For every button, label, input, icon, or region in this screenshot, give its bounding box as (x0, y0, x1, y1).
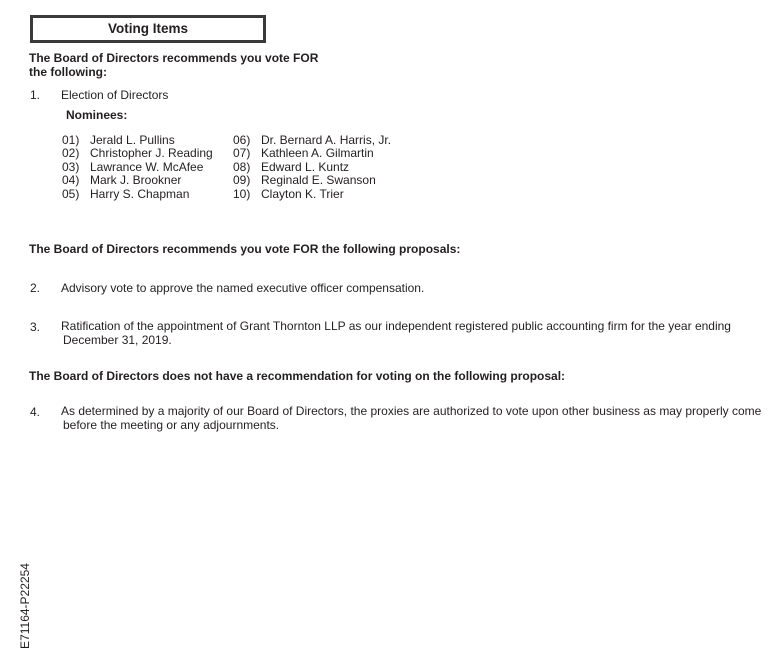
nominee-row (62, 147, 213, 160)
document-code: E71164-P22254 (18, 563, 32, 649)
item-1-text: Election of Directors (61, 88, 169, 102)
item-2-text: Advisory vote to approve the named executive officer compensation. (61, 281, 425, 295)
nominee-number: 01) (62, 133, 80, 147)
item-1-number: 1. (30, 88, 41, 102)
nominee-row (62, 134, 175, 147)
nominee-row (233, 147, 374, 160)
nominee-name: Lawrance W. McAfee (90, 159, 204, 174)
nominee-row (233, 161, 349, 174)
item-4-line-1: As determined by a majority of our Board of Directors, the proxies are authorized to vote upon other business as may properly come (61, 404, 762, 418)
nominee-number: 03) (62, 159, 80, 174)
board-recommendation-line-1: The Board of Directors recommends you vote FOR (29, 51, 319, 65)
nominee-name: Kathleen A. Gilmartin (261, 146, 374, 161)
item-3-number: 3. (30, 320, 41, 334)
board-recommendation-heading (29, 51, 318, 79)
item-3-line-2: December 31, 2019. (63, 332, 172, 347)
nominee-name: Clayton K. Trier (261, 186, 344, 201)
nominee-name: Harry S. Chapman (90, 186, 190, 201)
no-recommendation-heading: The Board of Directors does not have a recommendation for voting on the following proposal: (29, 369, 566, 383)
nominee-number: 02) (62, 146, 80, 161)
nominee-name: Christopher J. Reading (90, 146, 213, 161)
nominee-number: 05) (62, 186, 80, 201)
voting-items-title: Voting Items (30, 15, 266, 43)
nominee-number: 09) (233, 173, 251, 188)
item-3-line-1: Ratification of the appointment of Grant Thornton LLP as our independent registered public accounting firm for the year ending (61, 319, 731, 333)
item-4-line-2: before the meeting or any adjournments. (63, 417, 280, 432)
nominee-number: 04) (62, 173, 80, 188)
nominee-row (62, 188, 189, 201)
nominee-name: Dr. Bernard A. Harris, Jr. (261, 133, 392, 147)
nominees-label: Nominees: (66, 108, 128, 122)
item-2-number: 2. (30, 281, 41, 295)
nominee-name: Edward L. Kuntz (261, 159, 350, 174)
nominee-row (233, 134, 391, 147)
nominee-row (62, 161, 203, 174)
item-3-text (61, 320, 776, 347)
item-4-number: 4. (30, 405, 41, 419)
nominee-number: 07) (233, 146, 251, 161)
nominee-name: Mark J. Brookner (90, 173, 182, 188)
nominee-number: 08) (233, 159, 251, 174)
proposals-recommendation-heading: The Board of Directors recommends you vote FOR the following proposals: (29, 242, 461, 256)
nominee-number: 10) (233, 186, 251, 201)
nominee-row (233, 174, 376, 187)
nominee-name: Jerald L. Pullins (90, 133, 175, 147)
board-recommendation-line-2: the following: (29, 65, 107, 79)
nominee-name: Reginald E. Swanson (261, 173, 376, 188)
nominee-number: 06) (233, 133, 251, 147)
nominee-row (62, 174, 181, 187)
nominee-row (233, 188, 344, 201)
item-4-text (61, 405, 776, 432)
